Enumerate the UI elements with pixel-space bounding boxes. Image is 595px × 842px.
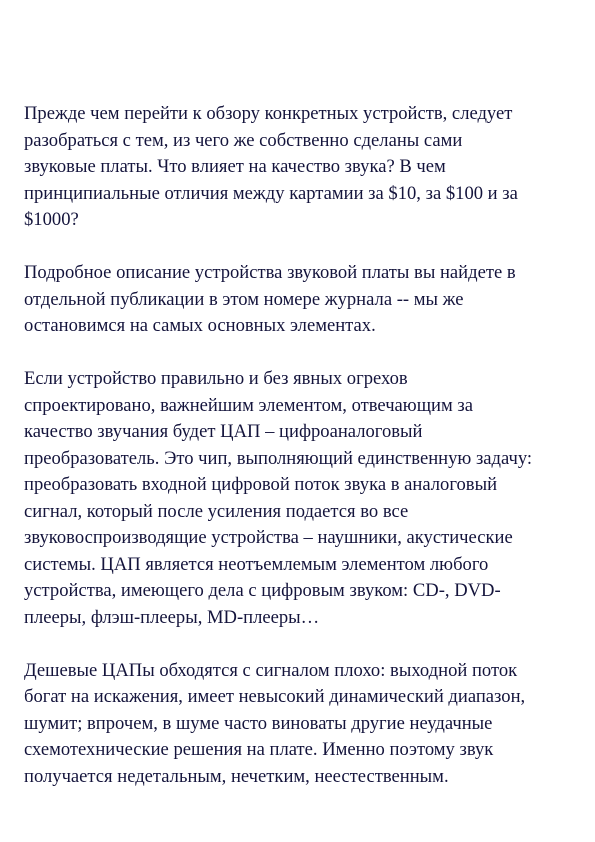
text-line: спроектировано, важнейшим элементом, отвечающим за (24, 394, 473, 416)
text-line: богат на искажения, имеет невысокий динамический диапазон, (24, 686, 526, 707)
text-line: получается недетальным, нечетким, неестественным. (24, 765, 449, 787)
text-line: Если устройство правильно и без явных огрехов (24, 368, 408, 389)
paragraph-intro (24, 101, 569, 234)
text-line: системы. ЦАП является неотъемлемым элементом любого (24, 553, 489, 575)
text-line: звуковоспроизводящие устройства – наушники, акустические (24, 527, 513, 548)
text-line: Дешевые ЦАПы обходятся с сигналом плохо: выходной поток (24, 659, 518, 681)
paragraph-reference (24, 260, 569, 340)
text-line: звуковые платы. Что влияет на качество звука? В чем (24, 156, 446, 177)
text-line: схемотехнические решения на плате. Именно поэтому звук (24, 739, 494, 760)
text-line: $1000? (24, 209, 79, 230)
text-line: отдельной публикации в этом номере журнала -- мы же (24, 288, 464, 310)
text-line: разобраться с тем, из чего же собственно сделаны сами (24, 129, 463, 151)
paragraph-cheap-dac (24, 658, 569, 791)
text-line: Прежде чем перейти к обзору конкретных устройств, следует (24, 103, 513, 124)
text-line: шумит; впрочем, в шуме часто виноваты другие неудачные (24, 712, 493, 734)
text-line: Подробное описание устройства звуковой платы вы найдете в (24, 262, 516, 283)
text-line: качество звучания будет ЦАП – цифроаналоговый (24, 421, 423, 442)
text-line: плееры, флэш-плееры, MD-плееры… (24, 606, 320, 628)
text-line: преобразовать входной цифровой поток звука в аналоговый (24, 474, 498, 495)
text-line: сигнал, который после усиления подается во все (24, 500, 409, 522)
text-line: принципиальные отличия между картамии за $10, за $100 и за (24, 182, 518, 204)
paragraph-dac (24, 366, 569, 631)
text-line: остановимся на самых основных элементах. (24, 315, 376, 336)
text-line: преобразователь. Это чип, выполняющий единственную задачу: (24, 447, 533, 469)
document-body (24, 101, 569, 817)
text-line: устройства, имеющего дела с цифровым звуком: CD-, DVD- (24, 580, 501, 601)
